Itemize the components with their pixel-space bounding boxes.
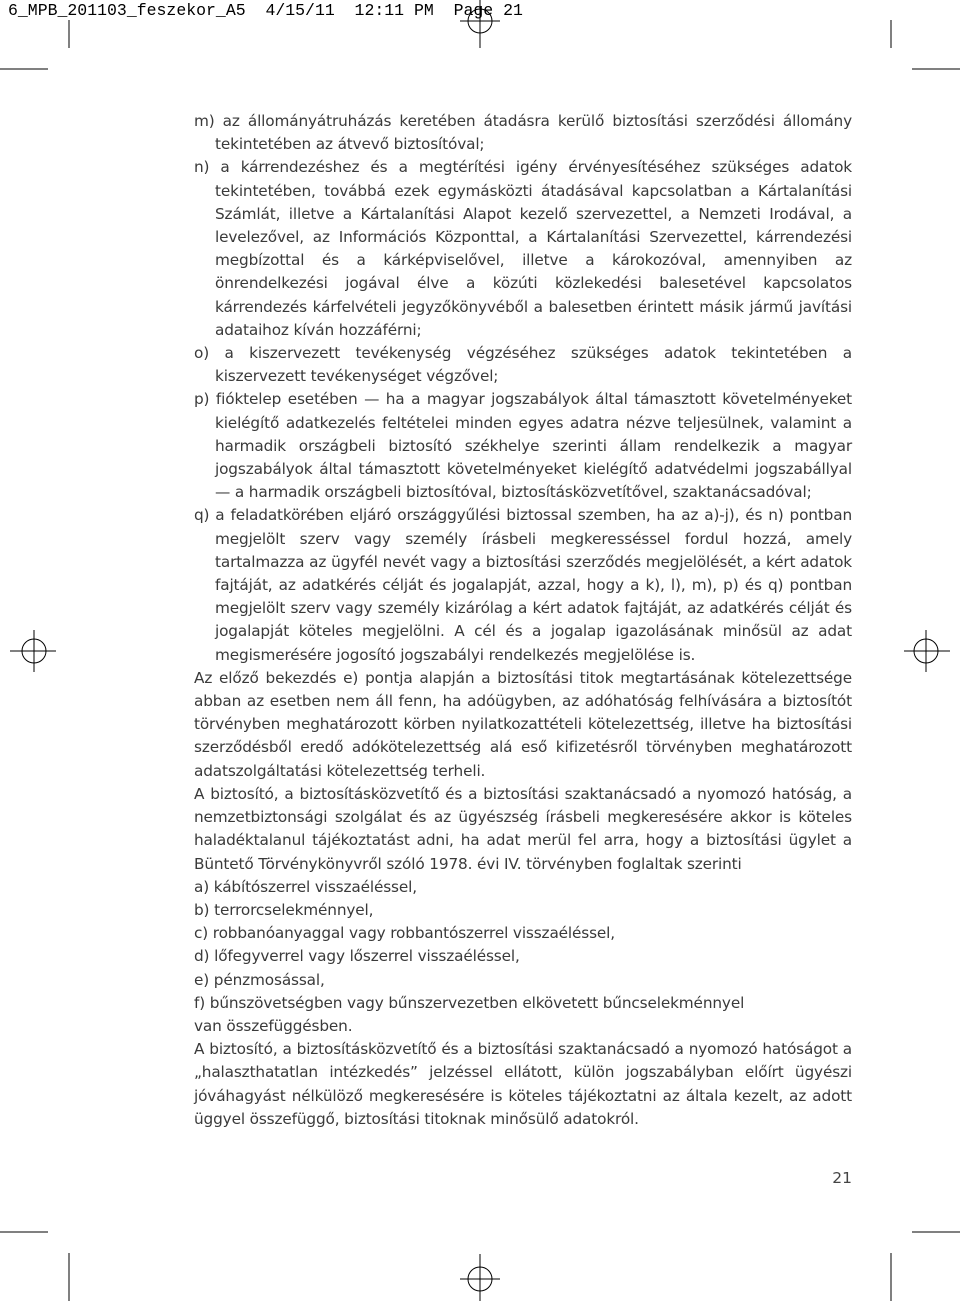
list-item-n: n) a kárrendezéshez és a megtérítési igény érvényesítéséhez szükséges adatok tekintetében, továbbá ezek egymásközti átadásával kapcsolatban a Kártalanítási Számlát, illetve a Kártalanítási Alapot kezelő szervezettel, a Nemzeti Irodával, a levelezővel, az Információs Központtal, a Kártalanítási Szervezettel, kárrendezési megbízottal és a kárképviselővel, illetve a károkozóval, amennyiben az önrendelkezési jogával élve a közúti közlekedési balesetével kapcsolatos kárrendezés kárfelvételi jegyzőkönyvéből a balesetben érintett másik jármű javítási adataihoz kíván hozzáférni;	[194, 158, 852, 339]
list-item-q: q) a feladatkörében eljáró országgyűlési biztossal szemben, ha az a)-j), és n) pontban megjelölt szerv vagy személy írásbeli megkeresséssel fordul hozzá, amely tartalmazza az ügyfél nevét vagy a biztosítási szerződés megjelölését, a kért adatok fajtáját, az adatkérés célját és jogalapját, azzal, hogy a k), l), m), p) és q) pontban megjelölt szerv vagy személy kizárólag a kért adatok fajtáját, az adatkérés célját és jogalapját köteles megjelölni. A cél és a jogalap igazolásának minősül az adat megismerésére jogosító jogszabályi rendelkezés megjelölése is.	[194, 506, 852, 664]
registration-mark-right	[904, 630, 950, 672]
list-item-m: m) az állományátruházás keretében átadásra kerülő biztosítási szerződési állomány tekintetében az átvevő biztosítóval;	[194, 112, 852, 154]
list-item-d: d) lőfegyverrel vagy lőszerrel visszaéléssel,	[194, 947, 520, 966]
paragraph-authorities: A biztosító, a biztosításközvetítő és a biztosítási szaktanácsadó a nyomozó hatóság, a nemzetbiztonsági szolgálat és az ügyészség írásbeli megkeresésére akkor is köteles haladéktalanul tájékoztatást adni, ha adat merül fel arra, hogy a biztosítási ügylet a Büntető Törvénykönyvről szóló 1978. évi IV. törvényben foglaltak szerinti	[194, 784, 852, 873]
registration-mark-left	[10, 630, 56, 672]
list-item-a: a) kábítószerrel visszaéléssel,	[194, 877, 417, 896]
paragraph-tax-exception: Az előző bekezdés e) pontja alapján a biztosítási titok megtartásának kötelezettsége abban az esetben nem áll fenn, ha adóügyben, az adóhatóság felhívására a biztosítót törvényben meghatározott körben nyilatkozattételi kötelezettség, illetve ha biztosítási szerződésből eredő adókötelezettség alá eső kifizetésről törvényben meghatározott adatszolgáltatási kötelezettség terheli.	[194, 668, 852, 780]
list-item-o: o) a kiszervezett tevékenység végzéséhez szükséges adatok tekintetében a kiszervezett tevékenységet végzővel;	[194, 344, 852, 386]
list-item-c: c) robbanóanyaggal vagy robbantószerrel visszaéléssel,	[194, 924, 615, 943]
list-item-e: e) pénzmosással,	[194, 970, 325, 989]
paragraph-urgent-measure: A biztosító, a biztosításközvetítő és a biztosítási szaktanácsadó a nyomozó hatóságot a „halaszthatatlan intézkedés” jelzéssel ellátott, külön jogszabályban előírt ügyészi jóváhagyást nélkülöző megkeresésére is köteles tájékoztatni az általa kezelt, az adott üggyel összefüggő, biztosítási titoknak minősülő adatokról.	[194, 1040, 852, 1128]
list-item-p: p) fióktelep esetében — ha a magyar jogszabályok által támasztott követelményeket kielégítő adatkezelés feltételei minden egyes adatra nézve teljesülnek, valamint a harmadik országbeli biztosító székhelye szerinti állam rendelkezik a magyar jogszabályok által támasztott követelményeket kielégítő adatvédelmi jogszabállyal — a harmadik országbeli biztosítóval, biztosításközvetítővel, szaktanácsadóval;	[194, 390, 852, 502]
registration-mark-bottom	[460, 1254, 500, 1301]
print-slug: 6_MPB_201103_feszekor_A5 4/15/11 12:11 PM Page 21	[8, 1, 523, 20]
list-item-b: b) terrorcselekménnyel,	[194, 900, 374, 919]
page-body	[194, 110, 852, 1131]
list-item-f: f) bűnszövetségben vagy bűnszervezetben elkövetett bűncselekménnyel	[194, 993, 745, 1012]
list-continuation: van összefüggésben.	[194, 1016, 353, 1035]
page-number: 21	[832, 1169, 852, 1187]
